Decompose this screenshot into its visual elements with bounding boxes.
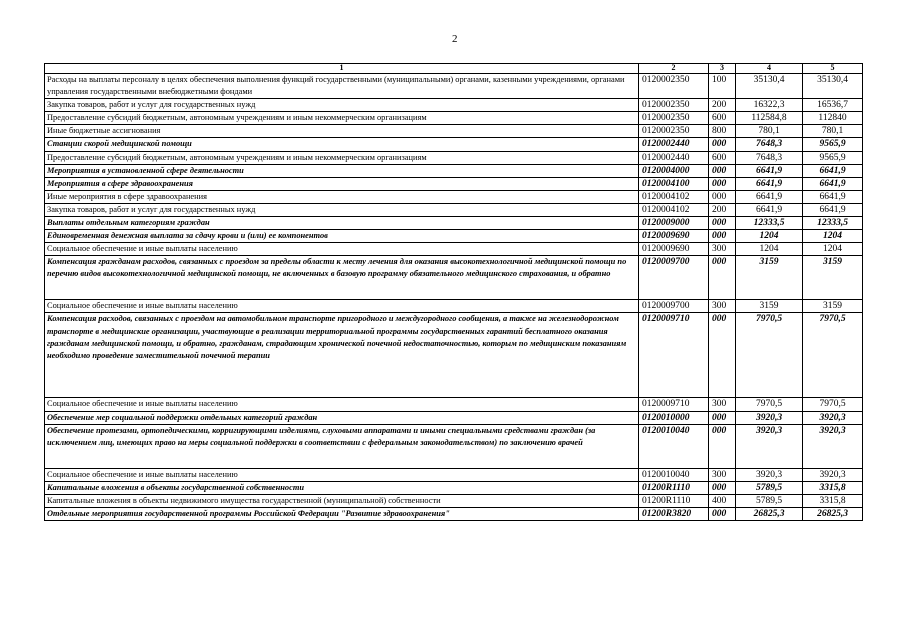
row-vr-cell: 000 <box>709 164 736 177</box>
row-value-2019-cell: 3920,3 <box>736 468 803 481</box>
row-name-cell: Компенсация расходов, связанных с проездом на автомобильном транспорте пригородного и междугородного сообщения, а также на железнодорожном транспорте в медицинские организации, участвующие в реализации территориальной программы государственных гарантий бесплатного оказания гражданам медицинской помощи, и обратно, гражданам, страдающим хронической почечной недостаточностью, которым по медицинским показаниям необходимо проведение заместительной почечной терапии <box>45 313 639 398</box>
table-row <box>45 468 863 481</box>
row-value-2019-cell: 7648,3 <box>736 138 803 151</box>
row-value-2020-cell: 1204 <box>803 243 863 256</box>
row-value-2019-cell: 780,1 <box>736 125 803 138</box>
table-row <box>45 256 863 300</box>
table-row <box>45 125 863 138</box>
row-name-cell: Отдельные мероприятия государственной программы Российской Федерации "Развитие здравоохранения" <box>45 507 639 520</box>
column-header: 3 <box>709 64 736 74</box>
row-vr-cell: 100 <box>709 74 736 99</box>
row-name-cell: Социальное обеспечение и иные выплаты населению <box>45 468 639 481</box>
row-name-cell: Обеспечение мер социальной поддержки отдельных категорий граждан <box>45 411 639 424</box>
row-vr-cell: 000 <box>709 481 736 494</box>
table-row <box>45 411 863 424</box>
row-value-2019-cell: 5789,5 <box>736 481 803 494</box>
row-value-2020-cell: 9565,9 <box>803 138 863 151</box>
row-value-2020-cell: 3315,8 <box>803 494 863 507</box>
row-value-2019-cell: 7648,3 <box>736 151 803 164</box>
row-value-2020-cell: 112840 <box>803 112 863 125</box>
table-header-row <box>45 64 863 74</box>
row-name-cell: Капитальные вложения в объекты государственной собственности <box>45 481 639 494</box>
row-name-cell: Социальное обеспечение и иные выплаты населению <box>45 398 639 411</box>
row-name-cell: Иные бюджетные ассигнования <box>45 125 639 138</box>
row-value-2020-cell: 3920,3 <box>803 468 863 481</box>
row-name-cell: Расходы на выплаты персоналу в целях обеспечения выполнения функций государственными (муниципальными) органами, казенными учреждениями, органами управления государственными внебюджетными фондами <box>45 74 639 99</box>
row-vr-cell: 300 <box>709 243 736 256</box>
row-value-2020-cell: 35130,4 <box>803 74 863 99</box>
row-code-cell: 0120009710 <box>639 398 709 411</box>
row-vr-cell: 300 <box>709 468 736 481</box>
row-value-2020-cell: 7970,5 <box>803 313 863 398</box>
budget-table <box>44 63 863 521</box>
row-code-cell: 0120004102 <box>639 190 709 203</box>
table-row <box>45 99 863 112</box>
column-header: 5 <box>803 64 863 74</box>
row-name-cell: Социальное обеспечение и иные выплаты населению <box>45 243 639 256</box>
row-value-2020-cell: 6641,9 <box>803 190 863 203</box>
row-value-2019-cell: 1204 <box>736 230 803 243</box>
table-row <box>45 203 863 216</box>
row-value-2019-cell: 5789,5 <box>736 494 803 507</box>
row-code-cell: 0120010040 <box>639 424 709 468</box>
row-value-2019-cell: 6641,9 <box>736 203 803 216</box>
row-value-2020-cell: 6641,9 <box>803 164 863 177</box>
column-header: 4 <box>736 64 803 74</box>
table-row <box>45 164 863 177</box>
row-name-cell: Выплаты отдельным категориям граждан <box>45 217 639 230</box>
row-value-2019-cell: 7970,5 <box>736 398 803 411</box>
table-row <box>45 177 863 190</box>
row-name-cell: Мероприятия в установленной сфере деятельности <box>45 164 639 177</box>
row-code-cell: 0120004100 <box>639 177 709 190</box>
row-name-cell: Предоставление субсидий бюджетным, автономным учреждениям и иным некоммерческим организациям <box>45 112 639 125</box>
row-value-2019-cell: 16322,3 <box>736 99 803 112</box>
row-value-2019-cell: 7970,5 <box>736 313 803 398</box>
table-row <box>45 74 863 99</box>
row-name-cell: Мероприятия в сфере здравоохранения <box>45 177 639 190</box>
row-value-2019-cell: 6641,9 <box>736 164 803 177</box>
row-code-cell: 01200R1110 <box>639 481 709 494</box>
row-vr-cell: 000 <box>709 230 736 243</box>
row-value-2019-cell: 35130,4 <box>736 74 803 99</box>
row-code-cell: 0120010040 <box>639 468 709 481</box>
row-vr-cell: 000 <box>709 507 736 520</box>
row-name-cell: Капитальные вложения в объекты недвижимого имущества государственной (муниципальной) собственности <box>45 494 639 507</box>
table-row <box>45 112 863 125</box>
row-name-cell: Компенсация гражданам расходов, связанных с проездом за пределы области к месту лечения для оказания высокотехнологичной медицинской помощи по перечню видов высокотехнологичной медицинской помощи, не включенных в базовую программу обязательного медицинского страхования, и обратно <box>45 256 639 300</box>
row-value-2020-cell: 7970,5 <box>803 398 863 411</box>
row-name-cell: Предоставление субсидий бюджетным, автономным учреждениям и иным некоммерческим организациям <box>45 151 639 164</box>
row-name-cell: Закупка товаров, работ и услуг для государственных нужд <box>45 203 639 216</box>
table-row <box>45 507 863 520</box>
row-value-2020-cell: 6641,9 <box>803 203 863 216</box>
row-vr-cell: 200 <box>709 99 736 112</box>
row-value-2020-cell: 780,1 <box>803 125 863 138</box>
table-row <box>45 424 863 468</box>
row-vr-cell: 000 <box>709 424 736 468</box>
row-name-cell: Единовременная денежная выплата за сдачу крови и (или) ее компонентов <box>45 230 639 243</box>
row-vr-cell: 000 <box>709 411 736 424</box>
row-code-cell: 0120009690 <box>639 230 709 243</box>
row-value-2019-cell: 26825,3 <box>736 507 803 520</box>
row-value-2019-cell: 112584,8 <box>736 112 803 125</box>
row-vr-cell: 000 <box>709 256 736 300</box>
table-row <box>45 481 863 494</box>
table-row <box>45 494 863 507</box>
row-value-2019-cell: 3920,3 <box>736 411 803 424</box>
row-code-cell: 0120004000 <box>639 164 709 177</box>
row-code-cell: 0120002350 <box>639 74 709 99</box>
row-code-cell: 0120009690 <box>639 243 709 256</box>
row-value-2020-cell: 12333,5 <box>803 217 863 230</box>
row-vr-cell: 800 <box>709 125 736 138</box>
row-name-cell: Иные мероприятия в сфере здравоохранения <box>45 190 639 203</box>
row-value-2020-cell: 6641,9 <box>803 177 863 190</box>
row-code-cell: 0120004102 <box>639 203 709 216</box>
row-value-2019-cell: 3159 <box>736 300 803 313</box>
column-header: 2 <box>639 64 709 74</box>
row-value-2019-cell: 3159 <box>736 256 803 300</box>
row-vr-cell: 400 <box>709 494 736 507</box>
row-code-cell: 0120002440 <box>639 151 709 164</box>
row-value-2020-cell: 3920,3 <box>803 424 863 468</box>
row-code-cell: 0120002350 <box>639 125 709 138</box>
row-vr-cell: 300 <box>709 398 736 411</box>
row-value-2019-cell: 1204 <box>736 243 803 256</box>
row-code-cell: 0120009710 <box>639 313 709 398</box>
row-value-2019-cell: 6641,9 <box>736 177 803 190</box>
row-vr-cell: 600 <box>709 112 736 125</box>
table-row <box>45 230 863 243</box>
table-row <box>45 190 863 203</box>
row-value-2019-cell: 6641,9 <box>736 190 803 203</box>
row-name-cell: Обеспечение протезами, ортопедическими, корригирующими изделиями, слуховыми аппаратами и иными специальными средствами граждан (за исключением лиц, имеющих право на меры социальной поддержки в соответствии с федеральным законодательством) по заключению врачей <box>45 424 639 468</box>
row-value-2020-cell: 26825,3 <box>803 507 863 520</box>
row-code-cell: 0120009000 <box>639 217 709 230</box>
row-vr-cell: 000 <box>709 313 736 398</box>
row-code-cell: 0120002350 <box>639 112 709 125</box>
table-row <box>45 151 863 164</box>
row-value-2020-cell: 3315,8 <box>803 481 863 494</box>
row-vr-cell: 200 <box>709 203 736 216</box>
row-value-2020-cell: 3159 <box>803 300 863 313</box>
row-value-2020-cell: 3920,3 <box>803 411 863 424</box>
row-code-cell: 01200R1110 <box>639 494 709 507</box>
row-value-2020-cell: 3159 <box>803 256 863 300</box>
row-vr-cell: 000 <box>709 217 736 230</box>
page-number: 2 <box>452 33 458 45</box>
row-code-cell: 01200R3820 <box>639 507 709 520</box>
row-code-cell: 0120002350 <box>639 99 709 112</box>
row-value-2019-cell: 3920,3 <box>736 424 803 468</box>
row-name-cell: Социальное обеспечение и иные выплаты населению <box>45 300 639 313</box>
row-name-cell: Станции скорой медицинской помощи <box>45 138 639 151</box>
row-code-cell: 0120002440 <box>639 138 709 151</box>
row-vr-cell: 000 <box>709 177 736 190</box>
table-row <box>45 300 863 313</box>
table-row <box>45 398 863 411</box>
row-value-2020-cell: 1204 <box>803 230 863 243</box>
row-code-cell: 0120010000 <box>639 411 709 424</box>
row-vr-cell: 300 <box>709 300 736 313</box>
table-row <box>45 217 863 230</box>
row-value-2020-cell: 16536,7 <box>803 99 863 112</box>
row-value-2020-cell: 9565,9 <box>803 151 863 164</box>
column-header: 1 <box>45 64 639 74</box>
row-vr-cell: 000 <box>709 190 736 203</box>
row-vr-cell: 600 <box>709 151 736 164</box>
row-name-cell: Закупка товаров, работ и услуг для государственных нужд <box>45 99 639 112</box>
row-vr-cell: 000 <box>709 138 736 151</box>
table-row <box>45 313 863 398</box>
table-row <box>45 243 863 256</box>
row-value-2019-cell: 12333,5 <box>736 217 803 230</box>
row-code-cell: 0120009700 <box>639 256 709 300</box>
table-row <box>45 138 863 151</box>
row-code-cell: 0120009700 <box>639 300 709 313</box>
